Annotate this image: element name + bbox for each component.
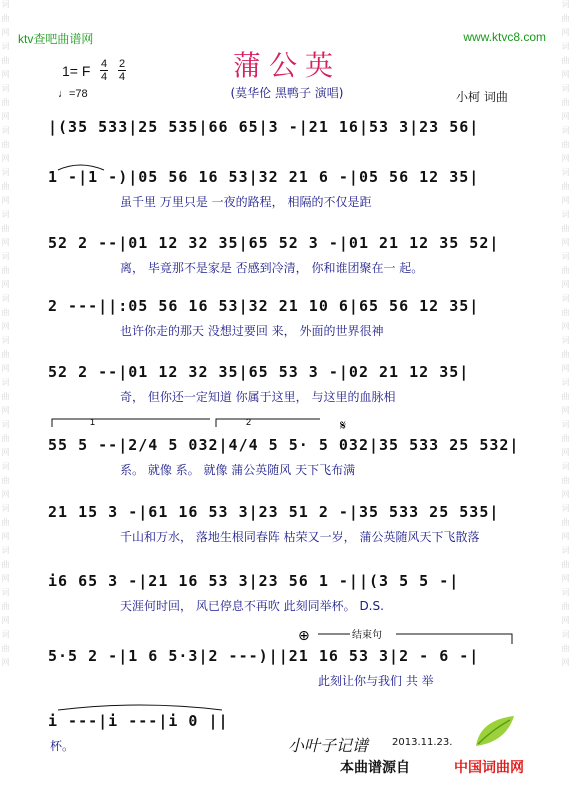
tie-arc <box>58 705 222 710</box>
notation-line: 52 2 --|01 12 32 35|65 52 3 -|01 21 12 35 52| <box>48 234 500 252</box>
volta-number-1: 1 <box>90 417 96 427</box>
notation-line: 5·5 2 -|1 6 5·3|2 ---)||21 16 53 3|2 - 6 -| <box>48 647 480 665</box>
lyric-line: 奇， 但你还一定知道 你属于这里， 与这里的血脉相 <box>120 390 396 404</box>
source-site-name[interactable]: 中国词曲网 <box>454 760 524 776</box>
lyric-line: 千山和万水， 落地生根同春阵 枯荣又一岁， 蒲公英随风天下飞散落 <box>120 530 480 544</box>
lyric-line: 离， 毕竟那不是家是 否感到冷清， 你和谁团聚在一 起。 <box>120 261 424 275</box>
meter-a-bottom: 4 <box>100 71 108 83</box>
lyric-line: 虽千里 万里只是 一夜的路程， 相隔的不仅是距 <box>120 195 372 209</box>
composer-credit: 小柯 词曲 <box>456 90 508 104</box>
notation-line: i ---|i ---|i 0 || <box>48 712 229 730</box>
tie-arc <box>58 165 104 170</box>
notation-line: 21 15 3 -|61 16 53 3|23 51 2 -|35 533 25 535| <box>48 503 500 521</box>
notation-line: 55 5 --|2/4 5 032|4/4 5 5· 5 032|35 533 25 532| <box>48 436 520 454</box>
coda-bracket <box>318 634 512 644</box>
coda-label: 结束句 <box>352 630 382 641</box>
lyric-line: 天涯何时回， 风已停息不再吹 此刻同举杯。 D.S. <box>120 599 384 613</box>
lyric-line: 此刻让你与我们 共 举 <box>318 674 434 688</box>
site-name-left[interactable]: ktv查吧曲谱网 <box>18 32 94 46</box>
transcriber-credit: 小叶子记谱 <box>288 736 369 755</box>
meter-b-bottom: 4 <box>118 71 126 83</box>
watermark-text: 词曲网词曲网词曲网词曲网词曲网词曲网词曲网词曲网词曲网词曲网词曲网词曲网词曲网词曲网词曲网词曲网 <box>1 0 10 672</box>
volta-number-2: 2 <box>246 417 252 427</box>
watermark-text: 词曲网词曲网词曲网词曲网词曲网词曲网词曲网词曲网词曲网词曲网词曲网词曲网词曲网词曲网词曲网词曲网 <box>561 0 570 672</box>
notation-line: 52 2 --|01 12 32 35|65 53 3 -|02 21 12 35| <box>48 363 470 381</box>
tempo-marking: ♩=78 <box>58 88 88 100</box>
meter-a-top: 4 <box>100 58 108 70</box>
site-url-right[interactable]: www.ktvc8.com <box>463 30 546 44</box>
lyric-line: 杯。 <box>50 739 75 753</box>
transcription-date: 2013.11.23. <box>392 737 453 748</box>
key-signature: 1= F <box>62 63 91 79</box>
segno-sign: 𝄋 <box>340 418 347 434</box>
lyric-line: 也许你走的那天 没想过要回 来， 外面的世界很神 <box>120 324 384 338</box>
volta-bracket-1 <box>52 419 210 427</box>
singer-credit: (莫华伦 黑鸭子 演唱) <box>230 86 344 100</box>
coda-sign: ⊕ <box>298 628 310 644</box>
volta-bracket-2 <box>216 419 320 427</box>
leaf-logo <box>470 712 520 752</box>
lyric-line: 系。 就像 系。 就像 蒲公英随风 天下飞布满 <box>120 463 356 477</box>
notation-line: 2 ---||:05 56 16 53|32 21 10 6|65 56 12 35| <box>48 297 480 315</box>
song-title: 蒲公英 <box>232 49 341 82</box>
meter-b-top: 2 <box>118 58 126 70</box>
notation-line: |(35 533|25 535|66 65|3 -|21 16|53 3|23 56| <box>48 118 480 136</box>
notation-line: i6 65 3 -|21 16 53 3|23 56 1 -||(3 5 5 -| <box>48 572 460 590</box>
notation-line: 1 -|1 -)|05 56 16 53|32 21 6 -|05 56 12 35| <box>48 168 480 186</box>
source-label: 本曲谱源自 <box>340 760 410 776</box>
